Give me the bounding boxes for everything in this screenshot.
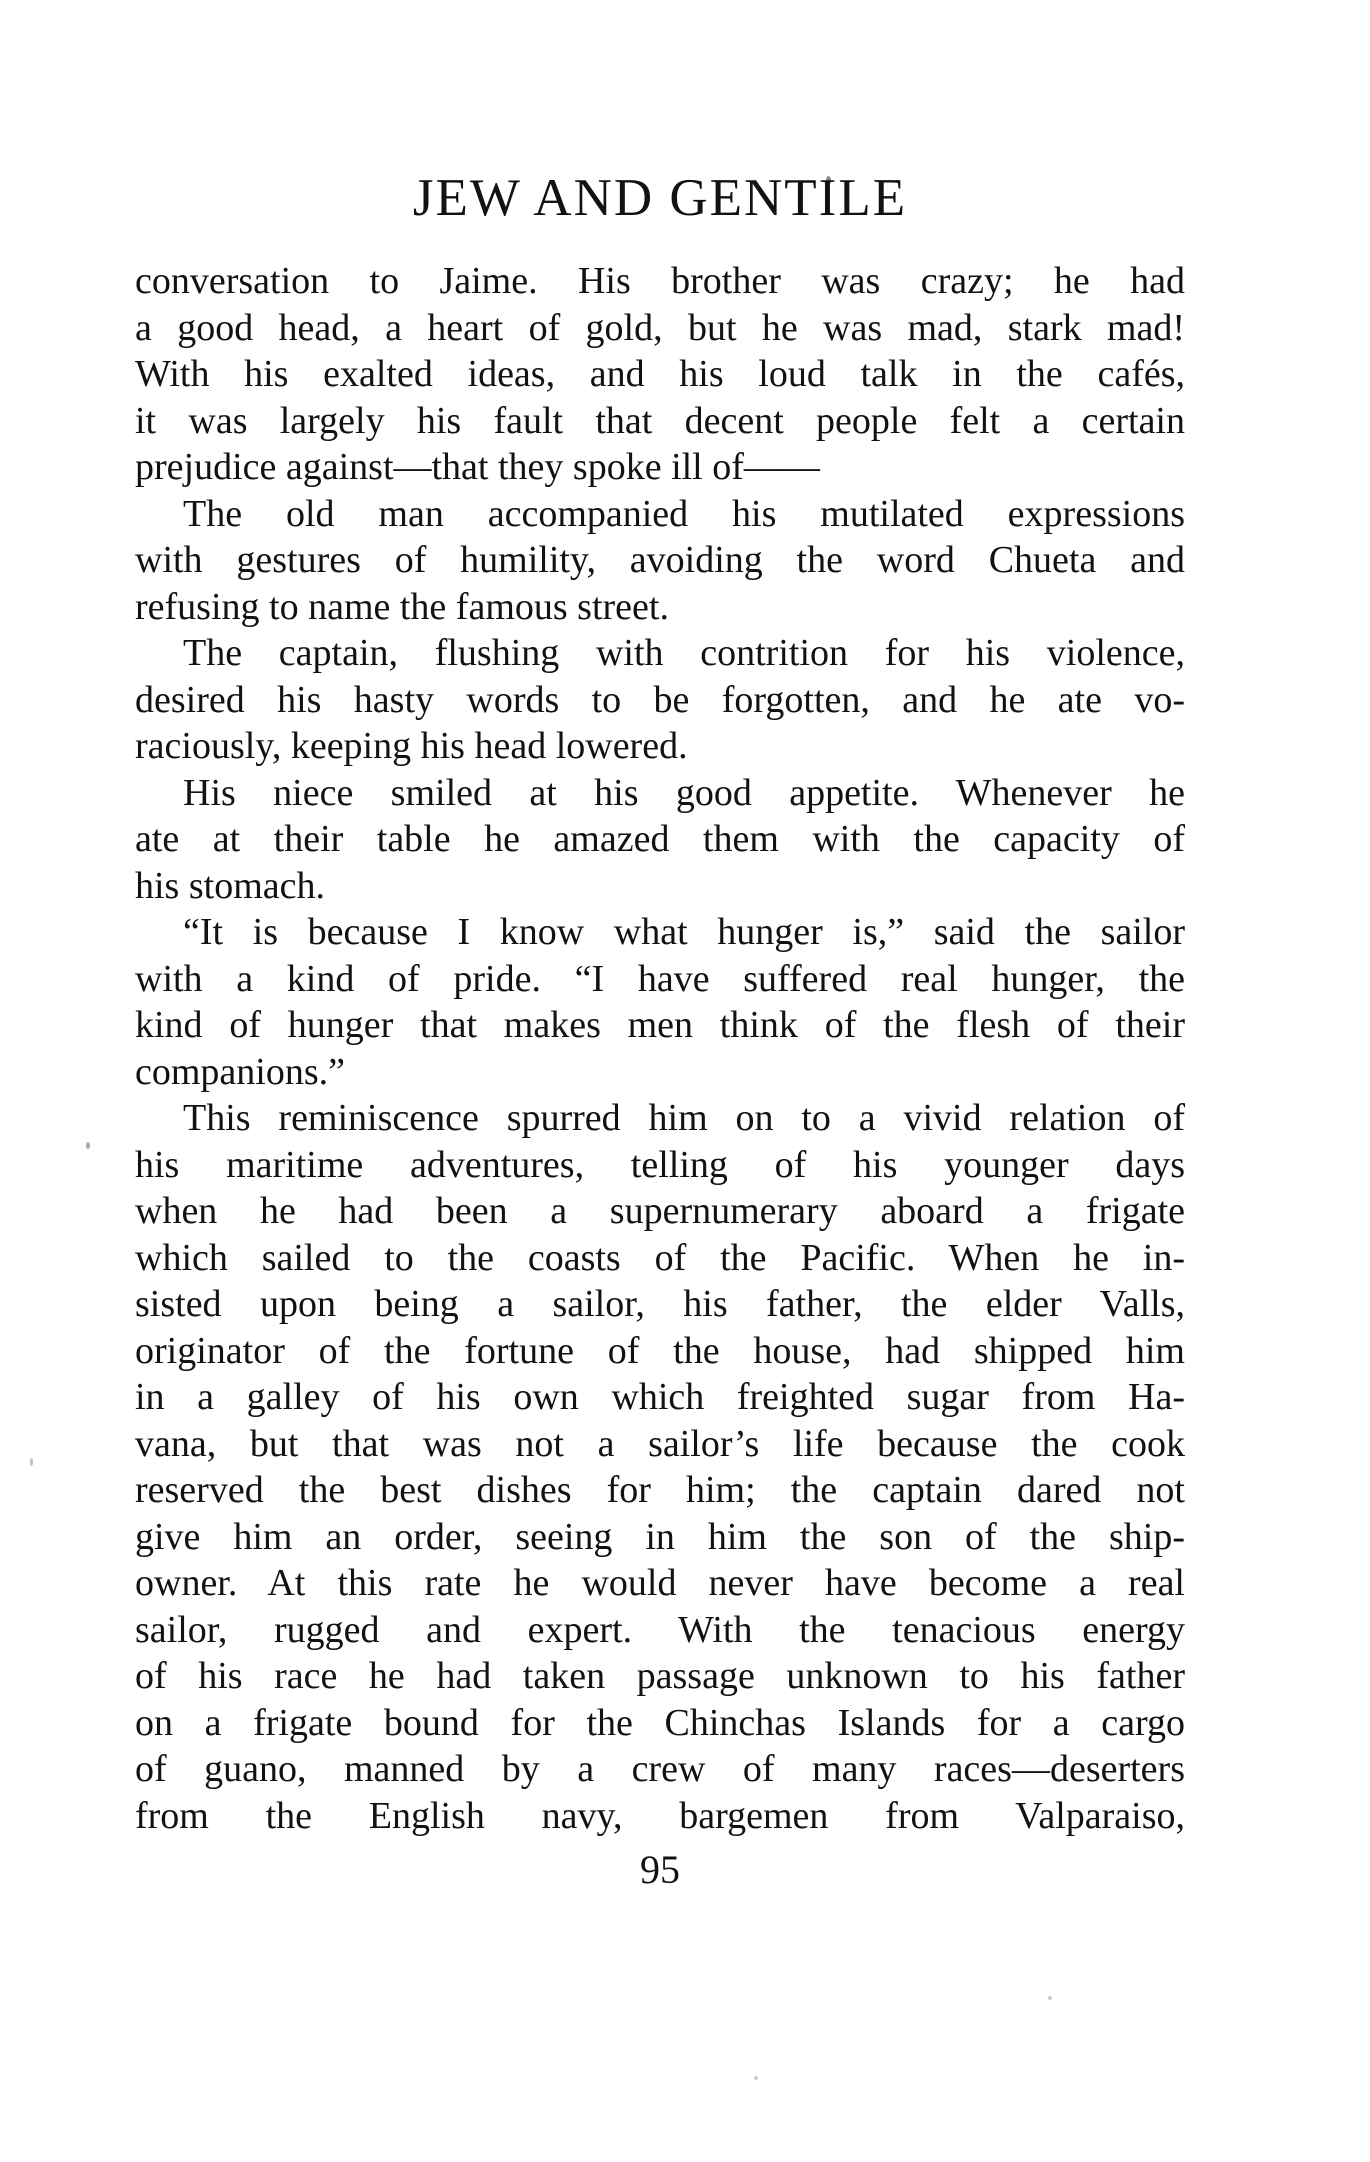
text-line: from the English navy, bargemen from Valparaiso,	[135, 1794, 1185, 1837]
text-line: of his race he had taken passage unknown to his father	[135, 1655, 1185, 1697]
text-line: his stomach.	[135, 864, 325, 907]
text-line: companions.”	[135, 1050, 346, 1093]
text-line: on a frigate bound for the Chinchas Islands for a cargo	[135, 1701, 1185, 1744]
page-body	[135, 258, 1185, 1839]
text-line: The captain, flushing with contrition for his violence,	[183, 632, 1185, 674]
text-line: This reminiscence spurred him on to a vivid relation of	[183, 1097, 1185, 1139]
text-line: ate at their table he amazed them with the capacity of	[135, 818, 1185, 860]
scan-artifact	[86, 1142, 90, 1149]
scan-artifact	[754, 2076, 758, 2080]
text-line: which sailed to the coasts of the Pacific. When he in-	[135, 1236, 1185, 1279]
text-line: kind of hunger that makes men think of the flesh of their	[135, 1004, 1185, 1046]
text-line: “It is because I know what hunger is,” said the sailor	[183, 911, 1185, 953]
scan-artifact	[30, 1458, 33, 1466]
text-line: His niece smiled at his good appetite. Whenever he	[183, 771, 1185, 814]
text-line: in a galley of his own which freighted sugar from Ha-	[135, 1376, 1185, 1418]
text-line: a good head, a heart of gold, but he was mad, stark mad!	[135, 306, 1185, 349]
text-line: The old man accompanied his mutilated expressions	[183, 492, 1185, 535]
page-number: 95	[640, 1847, 680, 1892]
text-line: of guano, manned by a crew of many races—deserters	[135, 1748, 1185, 1790]
text-line: vana, but that was not a sailor’s life because the cook	[135, 1422, 1185, 1465]
text-line: it was largely his fault that decent people felt a certain	[135, 399, 1185, 442]
text-line: conversation to Jaime. His brother was crazy; he had	[135, 260, 1185, 302]
text-line: give him an order, seeing in him the son of the ship-	[135, 1515, 1185, 1558]
text-line: refusing to name the famous street.	[135, 585, 669, 628]
text-line: sisted upon being a sailor, his father, the elder Valls,	[135, 1283, 1185, 1325]
text-line: reserved the best dishes for him; the captain dared not	[135, 1469, 1185, 1511]
text-line: With his exalted ideas, and his loud talk in the cafés,	[135, 353, 1185, 395]
text-line: with a kind of pride. “I have suffered real hunger, the	[135, 957, 1185, 1000]
text-line: raciously, keeping his head lowered.	[135, 725, 688, 767]
text-line: owner. At this rate he would never have become a real	[135, 1562, 1185, 1604]
text-line: sailor, rugged and expert. With the tenacious energy	[135, 1608, 1185, 1651]
text-line: prejudice against—that they spoke ill of——	[135, 446, 820, 488]
text-line: originator of the fortune of the house, had shipped him	[135, 1329, 1185, 1372]
page-title: JEW AND GENTILE	[412, 169, 908, 227]
scan-artifact	[1048, 1996, 1052, 2000]
text-line: his maritime adventures, telling of his younger days	[135, 1143, 1185, 1186]
text-line: when he had been a supernumerary aboard a frigate	[135, 1190, 1185, 1232]
text-line: with gestures of humility, avoiding the word Chueta and	[135, 539, 1185, 581]
text-line: desired his hasty words to be forgotten, and he ate vo-	[135, 678, 1185, 721]
